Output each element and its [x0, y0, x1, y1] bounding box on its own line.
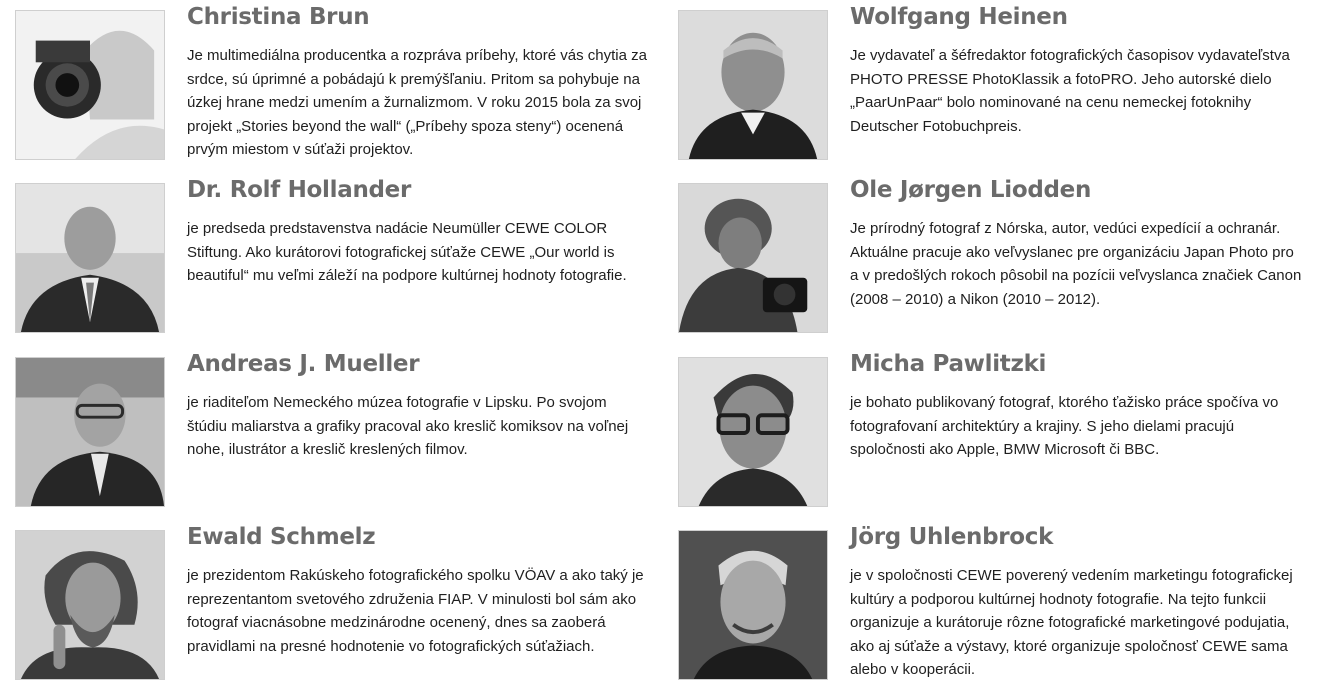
- jury-name: Wolfgang Heinen: [850, 4, 1068, 30]
- jury-card: [678, 4, 1318, 170]
- jury-bio: je predseda predstavenstva nadácie Neumüller CEWE COLOR Stiftung. Ako kurátorovi fotografickej súťaže CEWE „Our world is beautiful“ mu veľmi záleží na podpore kultúrnej hodnoty fotografie.: [187, 220, 627, 284]
- jury-name: Jörg Uhlenbrock: [850, 524, 1054, 550]
- portrait-photo-icon: [15, 357, 165, 507]
- portrait-photo-icon: [678, 530, 828, 680]
- jury-name: Christina Brun: [187, 4, 370, 30]
- jury-bio: je riaditeľom Nemeckého múzea fotografie v Lipsku. Po svojom štúdiu maliarstva a grafiky pracoval ako kreslič komiksov na voľnej nohe, ilustrátor a kreslič kreslených filmov.: [187, 394, 629, 458]
- jury-name: Ewald Schmelz: [187, 524, 376, 550]
- jury-card: [678, 524, 1318, 690]
- portrait-photo-icon: [678, 357, 828, 507]
- jury-name: Dr. Rolf Hollander: [187, 177, 412, 203]
- jury-bio: je bohato publikovaný fotograf, ktorého ťažisko práce spočíva vo fotografovaní architektúry a krajiny. S jeho dielami pracujú spoločnosti ako Apple, BMW Microsoft či BBC.: [850, 394, 1279, 458]
- jury-bio: Je vydavateľ a šéfredaktor fotografických časopisov vydavateľstva PHOTO PRESSE PhotoKlassik a fotoPRO. Jeho autorské dielo „PaarUnPaar“ bolo nominované na cenu nemeckej fotoknihy Deutscher Fotobuchpreis.: [850, 47, 1290, 135]
- jury-bio: je prezidentom Rakúskeho fotografického spolku VÖAV a ako taký je reprezentantom svetového združenia FIAP. V minulosti bol sám ako fotograf viacnásobne medzinárodne ocenený, dnes sa zaoberá pravidlami na presné hodnotenie vo fotografických súťažiach.: [187, 567, 644, 655]
- jury-card: [15, 4, 655, 170]
- jury-bio: Je prírodný fotograf z Nórska, autor, vedúci expedícií a ochranár. Aktuálne pracuje ako veľvyslanec pre organizáciu Japan Photo pro a v predošlých rokoch pôsobil na pozícii veľvyslanca značiek Canon (2008 – 2010) a Nikon (2010 – 2012).: [850, 220, 1302, 308]
- jury-card: [15, 177, 655, 343]
- jury-card: [678, 351, 1318, 517]
- jury-name: Andreas J. Mueller: [187, 351, 420, 377]
- jury-card: [15, 351, 655, 517]
- jury-name: Ole Jørgen Liodden: [850, 177, 1092, 203]
- jury-card: [678, 177, 1318, 343]
- portrait-photo-icon: [15, 183, 165, 333]
- jury-card: [15, 524, 655, 690]
- portrait-photo-icon: [678, 10, 828, 160]
- portrait-photo-icon: [15, 530, 165, 680]
- portrait-photo-icon: [15, 10, 165, 160]
- jury-name: Micha Pawlitzki: [850, 351, 1047, 377]
- portrait-photo-icon: [678, 183, 828, 333]
- jury-bio: Je multimediálna producentka a rozpráva príbehy, ktoré vás chytia za srdce, sú úprimné a pobádajú k premýšľaniu. Pritom sa pohybuje na úzkej hrane medzi umením a žurnalizmom. V roku 2015 bola za svoj projekt „Stories beyond the wall“ („Príbehy spoza steny“) ocenená prvým miestom v súťaži projektov.: [187, 47, 647, 158]
- jury-bio: je v spoločnosti CEWE poverený vedením marketingu fotografickej kultúry a podporou kultúrnej hodnoty fotografie. Na tejto funkcii organizuje a kurátoruje rôzne fotografické marketingové podujatia, ako aj súťaže a výstavy, ktoré organizuje spoločnosť CEWE sama alebo v kooperácii.: [850, 567, 1293, 678]
